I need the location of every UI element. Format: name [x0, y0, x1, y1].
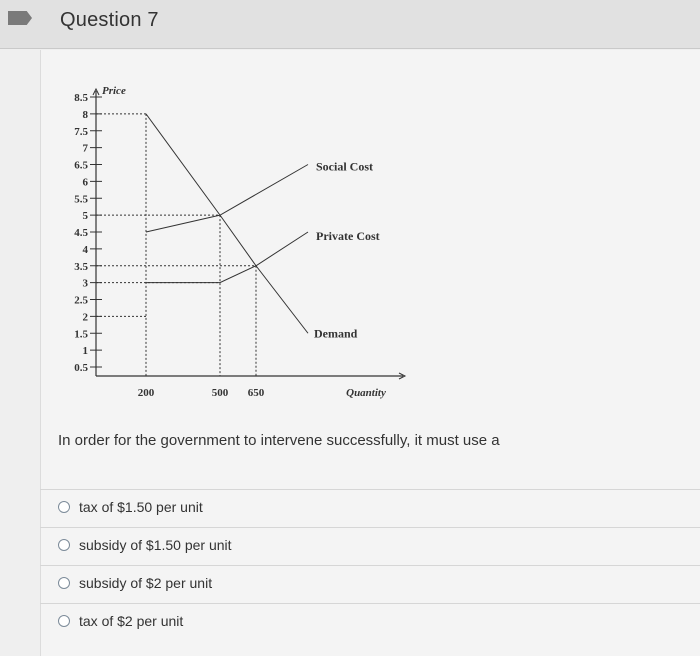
y-tick-label: 4	[82, 243, 88, 256]
demand-curve	[146, 114, 308, 333]
x-tick-label: 500	[211, 387, 229, 399]
separator	[40, 527, 700, 528]
answer-option-label: subsidy of $2 per unit	[79, 575, 213, 591]
y-tick-label: 3	[82, 277, 88, 290]
y-tick-label: 8.5	[74, 92, 88, 104]
private-cost-curve	[146, 232, 308, 283]
answer-option-4[interactable]	[58, 610, 183, 632]
y-tick-label: 1.5	[74, 328, 88, 341]
x-tick-label: 650	[247, 387, 265, 399]
question-text: In order for the government to intervene successfully, it must use a	[58, 432, 500, 449]
y-tick-label: 6.5	[74, 159, 88, 172]
x-axis-label: Quantity	[346, 387, 386, 399]
demand-label: Demand	[314, 326, 358, 341]
y-tick-label: 2.5	[74, 294, 88, 307]
answer-option-label: tax of $2 per unit	[79, 613, 184, 629]
y-tick-label: 1	[82, 345, 88, 358]
y-axis-label: Price	[102, 85, 126, 97]
economics-chart	[58, 80, 418, 410]
separator	[40, 603, 700, 604]
y-tick-label: 7.5	[74, 125, 88, 138]
y-tick-label: 3.5	[74, 260, 88, 273]
y-tick-label: 4.5	[74, 227, 88, 239]
y-tick-label: 7	[82, 142, 88, 155]
social-cost-curve	[146, 165, 308, 233]
answer-option-2[interactable]	[58, 534, 232, 556]
answer-option-3[interactable]	[58, 572, 212, 594]
separator	[40, 565, 700, 566]
answer-option-label: tax of $1.50 per unit	[79, 499, 203, 515]
separator	[40, 489, 700, 490]
radio-button-icon[interactable]	[58, 539, 70, 551]
answer-option-1[interactable]	[58, 496, 203, 518]
x-tick-label: 200	[137, 387, 155, 399]
y-tick-label: 2	[82, 311, 88, 324]
radio-button-icon[interactable]	[58, 577, 70, 589]
question-title: Question 7	[60, 9, 159, 31]
y-tick-label: 8	[82, 108, 88, 121]
question-header	[0, 0, 700, 49]
radio-button-icon[interactable]	[58, 615, 70, 627]
private-cost-label: Private Cost	[316, 229, 380, 243]
y-tick-label: 5.5	[74, 193, 88, 206]
y-tick-label: 5	[82, 210, 88, 223]
answer-option-label: subsidy of $1.50 per unit	[79, 537, 232, 553]
flag-icon[interactable]	[8, 11, 32, 25]
y-tick-label: 0.5	[74, 362, 88, 374]
y-tick-label: 6	[82, 176, 88, 189]
radio-button-icon[interactable]	[58, 501, 70, 513]
social-cost-label: Social Cost	[316, 159, 373, 174]
